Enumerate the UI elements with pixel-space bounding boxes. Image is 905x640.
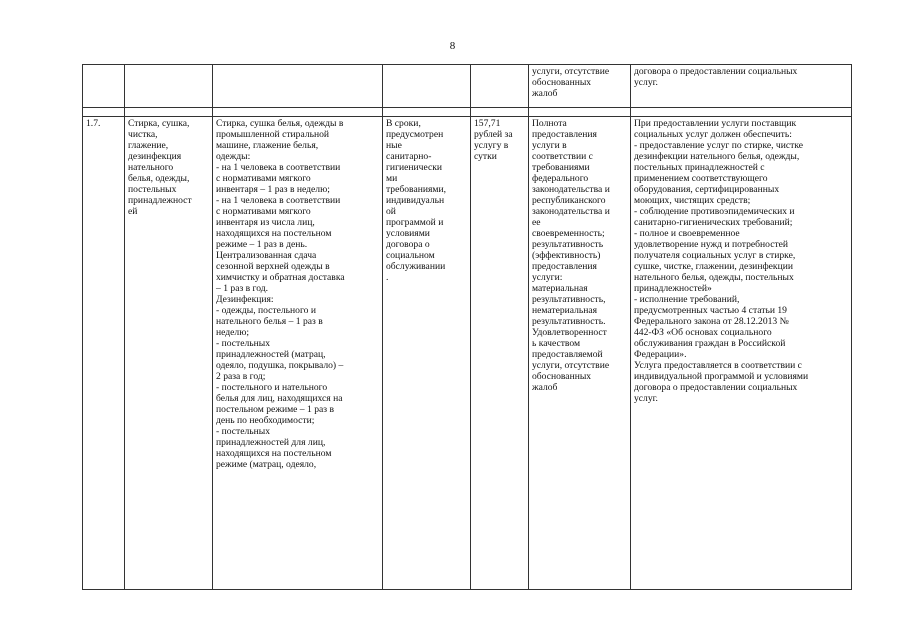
- services-table: [82, 64, 852, 590]
- spacer-cell: [383, 108, 471, 117]
- spacer-cell: [631, 108, 852, 117]
- spacer-cell: [83, 108, 125, 117]
- cell-description: Стирка, сушка белья, одежды в промышленной стиральной машине, глажение белья, одежды: - на 1 человека в соответствии с нормативами мягкого инвентаря – 1 раз в неделю; - на 1 человека в соответствии с нормативами мягкого инвентаря из числа лиц, находящихся на постельном режиме – 1 раз в день. Централизованная сдача сезонной верхней одежды в химчистку и обратная доставка – 1 раз в год. Дезинфекция: - одежды, постельного и нательного белья – 1 раз в неделю; - постельных принадлежностей (матрац, одеяло, подушка, покрывало) – 2 раза в год; - постельного и нательного белья для лиц, находящихся на постельном режиме – 1 раз в день по необходимости; - постельных принадлежностей для лиц, находящихся на постельном режиме (матрац, одеяло,: [213, 117, 383, 590]
- spacer-cell: [125, 108, 213, 117]
- table-row: [83, 65, 852, 108]
- table-row: [83, 117, 852, 590]
- cell-quality-indicators: Полнота предоставления услуги в соответствии с требованиями федерального законодательства и республиканского законодательства и ее своевременность; результативность (эффективность) предоставления услуги: материальная результативность, нематериальная результативность. Удовлетворенност ь качеством предоставляемой услуги, отсутствие обоснованных жалоб: [529, 117, 631, 590]
- cell-quality-indicators: услуги, отсутствие обоснованных жалоб: [529, 65, 631, 108]
- page-number: 8: [449, 40, 456, 52]
- cell-terms: В сроки, предусмотрен ные санитарно- гигиенически ми требованиями, индивидуальн ой программой и условиями договора о социальном обслуживании .: [383, 117, 471, 590]
- table-spacer-row: [83, 108, 852, 117]
- cell-service-name: [125, 65, 213, 108]
- cell-number: 1.7.: [83, 117, 125, 590]
- cell-conditions: договора о предоставлении социальных услуг.: [631, 65, 852, 108]
- cell-service-name: Стирка, сушка, чистка, глажение, дезинфекция нательного белья, одежды, постельных принадлежност ей: [125, 117, 213, 590]
- spacer-cell: [529, 108, 631, 117]
- cell-terms: [383, 65, 471, 108]
- cell-tariff: [471, 65, 529, 108]
- cell-conditions: При предоставлении услуги поставщик социальных услуг должен обеспечить: - предоставление услуг по стирке, чистке дезинфекции нательного белья, одежды, постельных принадлежностей с применением соответствующего оборудования, сертифицированных моющих, чистящих средств; - соблюдение противоэпидемических и санитарно-гигиенических требований; - полное и своевременное удовлетворение нужд и потребностей получателя социальных услуг в стирке, сушке, чистке, глажении, дезинфекции нательного белья, одежды, постельных принадлежностей» - исполнение требований, предусмотренных частью 4 статьи 19 Федерального закона от 28.12.2013 № 442-ФЗ «Об основах социального обслуживания граждан в Российской Федерации». Услуга предоставляется в соответствии с индивидуальной программой и условиями договора о предоставлении социальных услуг.: [631, 117, 852, 590]
- spacer-cell: [213, 108, 383, 117]
- cell-description: [213, 65, 383, 108]
- spacer-cell: [471, 108, 529, 117]
- cell-tariff: 157,71 рублей за услугу в сутки: [471, 117, 529, 590]
- cell-number: [83, 65, 125, 108]
